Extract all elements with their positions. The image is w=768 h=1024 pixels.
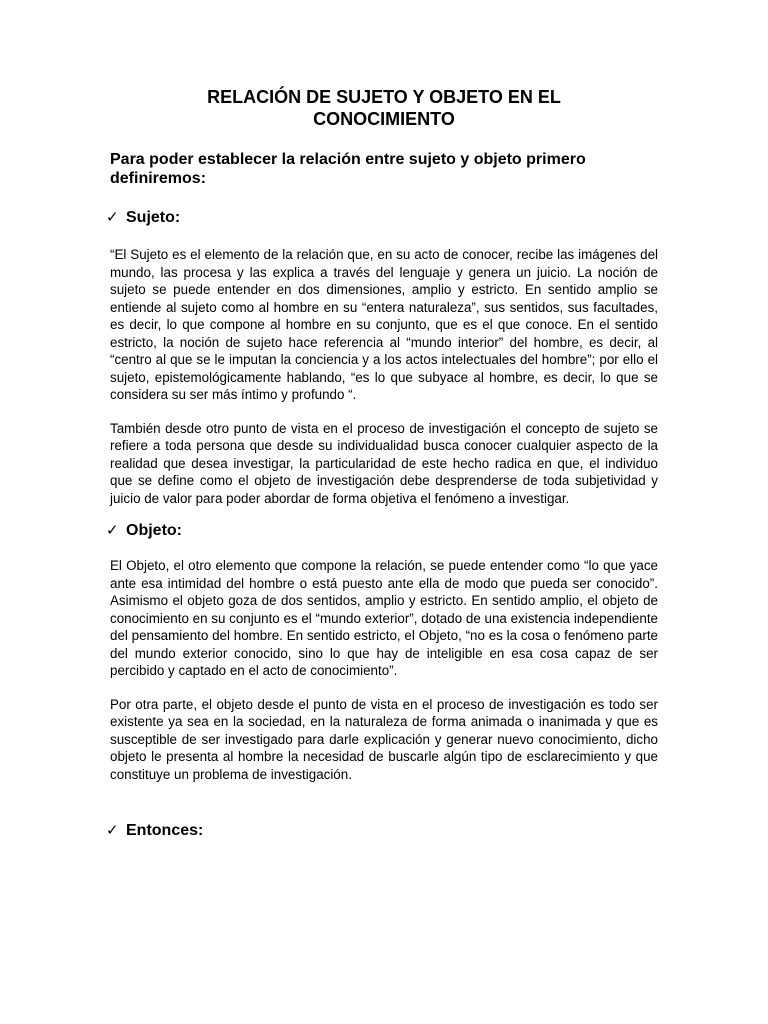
- section-heading-entonces: [106, 821, 658, 841]
- section-heading-objeto: [106, 521, 658, 541]
- check-icon: ✓: [106, 822, 119, 839]
- section-heading-label: Entonces:: [126, 822, 204, 839]
- check-icon: ✓: [106, 522, 119, 539]
- document-title: RELACIÓN DE SUJETO Y OBJETO EN EL CONOCIMIENTO: [207, 87, 561, 129]
- section-heading-label: Objeto:: [126, 522, 182, 539]
- intro-text: Para poder establecer la relación entre sujeto y objeto primero definiremos:: [110, 151, 586, 187]
- check-icon: ✓: [106, 209, 119, 226]
- section-heading-sujeto: [106, 208, 658, 228]
- paragraph-sujeto-research: También desde otro punto de vista en el proceso de investigación el concepto de sujeto se refiere a toda persona que desde su individualidad busca conocer cualquier aspecto de la realidad que desea investigar, la particularidad de este hecho radica en que, el individuo que se define como el objeto de investigación debe desprenderse de toda subjetividad y juicio de valor para poder abordar de forma objetiva el fenómeno a investigar.: [110, 420, 658, 506]
- paragraph-sujeto-definition: “El Sujeto es el elemento de la relación que, en su acto de conocer, recibe las imágenes del mundo, las procesa y las explica a través del lenguaje y genera un juicio. La noción de sujeto se puede entender en dos dimensiones, amplio y estricto. En sentido amplio se entiende al sujeto como al hombre en su “entera naturaleza”, sus sentidos, sus facultades, es decir, lo que compone al hombre en su conjunto, que es el que conoce. En el sentido estricto, la noción de sujeto hace referencia al “mundo interior” del hombre, es decir, al “centro al que se le imputan la conciencia y a los actos intelectuales del hombre”; por ello el sujeto, epistemológicamente hablando, “es lo que subyace al hombre, es decir, lo que se considera su ser más íntimo y profundo “.: [110, 247, 658, 402]
- section-heading-label: Sujeto:: [126, 209, 181, 226]
- document-page: [106, 86, 658, 841]
- paragraph-objeto-research: Por otra parte, el objeto desde el punto de vista en el proceso de investigación es todo ser existente ya sea en la sociedad, en la naturaleza de forma animada o inanimada y que es susceptible de ser investigado para darle explicación y generar nuevo conocimiento, dicho objeto le presenta al hombre la necesidad de buscarle algún tipo de esclarecimiento y que constituye un problema de investigación.: [110, 696, 658, 782]
- paragraph-objeto-definition: El Objeto, el otro elemento que compone la relación, se puede entender como “lo que yace ante esa intimidad del hombre o está puesto ante ella de modo que pueda ser conocido”. Asimismo el objeto goza de dos sentidos, amplio y estricto. En sentido amplio, el objeto de conocimiento en su conjunto es el “mundo exterior”, dotado de una existencia independiente del pensamiento del hombre. En sentido estricto, el Objeto, “no es la cosa o fenómeno parte del mundo exterior conocido, sino lo que hay de inteligible en esa cosa capaz de ser percibido y captado en el acto de conocimiento”.: [110, 558, 658, 678]
